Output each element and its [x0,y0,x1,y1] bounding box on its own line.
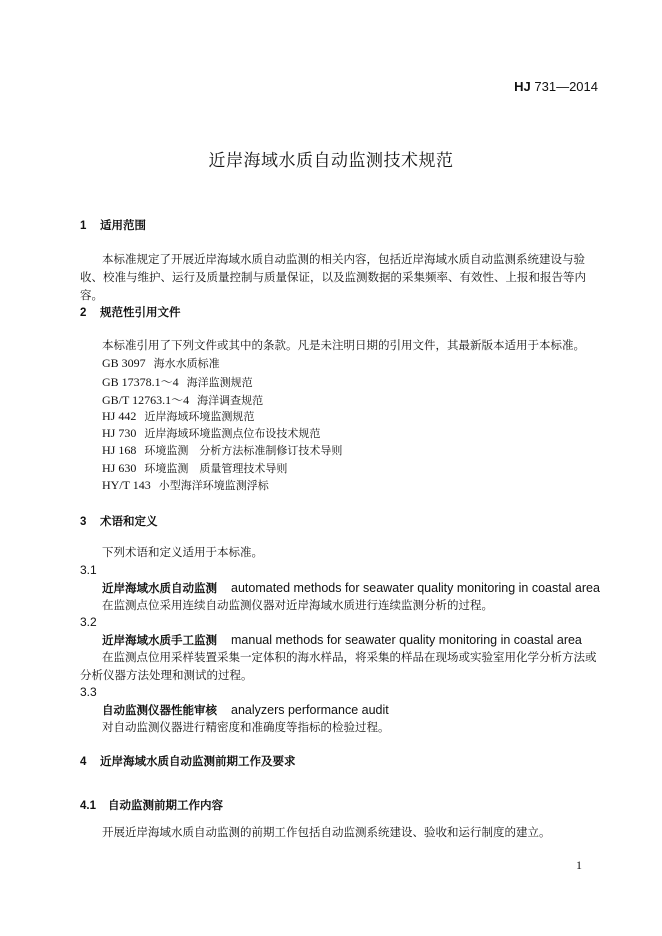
term-chinese: 近岸海域水质手工监测 [102,633,217,647]
reference-code: GB/T 12763.1～4 [102,393,190,407]
reference-code: HJ 442 [102,409,137,423]
page-number: 1 [576,858,582,872]
section-title: 近岸海域水质自动监测前期工作及要求 [100,754,296,768]
section-number: 4.1 [80,800,96,812]
term-definition: 在监测点位采用连续自动监测仪器对近岸海域水质进行连续监测分析的过程。 [102,598,493,612]
term-definition: 对自动监测仪器进行精密度和准确度等指标的检验过程。 [102,720,390,734]
term-english: manual methods for seawater quality monitoring in coastal area [231,633,582,647]
section-heading-4 [80,753,296,769]
standard-code-prefix: HJ [514,79,531,94]
section-heading-3 [80,513,158,529]
reference-item [102,408,254,424]
reference-name: 海水水质标准 [153,357,220,370]
reference-name: 环境监测 质量管理技术导则 [144,462,288,475]
reference-name: 海洋监测规范 [186,376,253,389]
term-chinese: 自动监测仪器性能审核 [102,703,217,717]
reference-name: 海洋调查规范 [197,394,264,407]
section-title: 适用范围 [100,218,146,232]
term-definition: 在监测点位用采样装置采集一定体积的海水样品，将采集的样品在现场或实验室用化学分析方法或分析仪器方法处理和测试的过程。 [80,650,597,682]
reference-code: GB 3097 [102,356,146,370]
terms-intro: 下列术语和定义适用于本标准。 [102,545,263,559]
term-number: 3.1 [80,563,97,577]
term-english: automated methods for seawater quality monitoring in coastal area [231,581,600,595]
reference-item [102,373,253,390]
reference-item [102,391,263,408]
term-heading [102,632,582,648]
reference-name: 近岸海域环境监测规范 [144,410,255,423]
references-intro: 本标准引用了下列文件或其中的条款。凡是未注明日期的引用文件，其最新版本适用于本标准。 [102,338,585,352]
reference-name: 小型海洋环境监测浮标 [158,479,269,492]
section-heading-1 [80,217,146,233]
reference-code: HJ 168 [102,443,137,457]
standard-code-number: 731—2014 [530,79,598,94]
reference-item [102,355,220,371]
standard-code [514,79,598,94]
reference-item [102,425,320,441]
reference-item [102,460,287,476]
reference-code: HJ 630 [102,461,137,475]
section-title: 自动监测前期工作内容 [108,798,223,812]
section-heading-4-1 [80,797,223,813]
section-number: 2 [80,307,87,319]
reference-code: GB 17378.1～4 [102,375,179,389]
section-number: 3 [80,516,87,528]
reference-item [102,442,342,458]
term-number: 3.3 [80,685,97,699]
reference-item [102,477,269,493]
section-title: 规范性引用文件 [100,305,181,319]
section-title: 术语和定义 [100,514,158,528]
reference-name: 近岸海域环境监测点位布设技术规范 [144,427,321,440]
section-number: 1 [80,220,87,232]
term-heading [102,580,600,596]
term-english: analyzers performance audit [231,703,389,717]
document-title: 近岸海域水质自动监测技术规范 [208,151,454,171]
scope-paragraph: 本标准规定了开展近岸海域水质自动监测的相关内容，包括近岸海域水质自动监测系统建设与验收、校准与维护、运行及质量控制与质量保证，以及监测数据的采集频率、有效性、上报和报告等内容。 [80,252,586,302]
section-4-1-paragraph: 开展近岸海域水质自动监测的前期工作包括自动监测系统建设、验收和运行制度的建立。 [102,825,551,839]
reference-code: HJ 730 [102,426,137,440]
term-heading [102,702,389,718]
reference-name: 环境监测 分析方法标准制修订技术导则 [144,444,343,457]
reference-code: HY/T 143 [102,478,151,492]
term-chinese: 近岸海域水质自动监测 [102,581,217,595]
section-heading-2 [80,304,181,320]
section-number: 4 [80,756,87,768]
term-number: 3.2 [80,615,97,629]
